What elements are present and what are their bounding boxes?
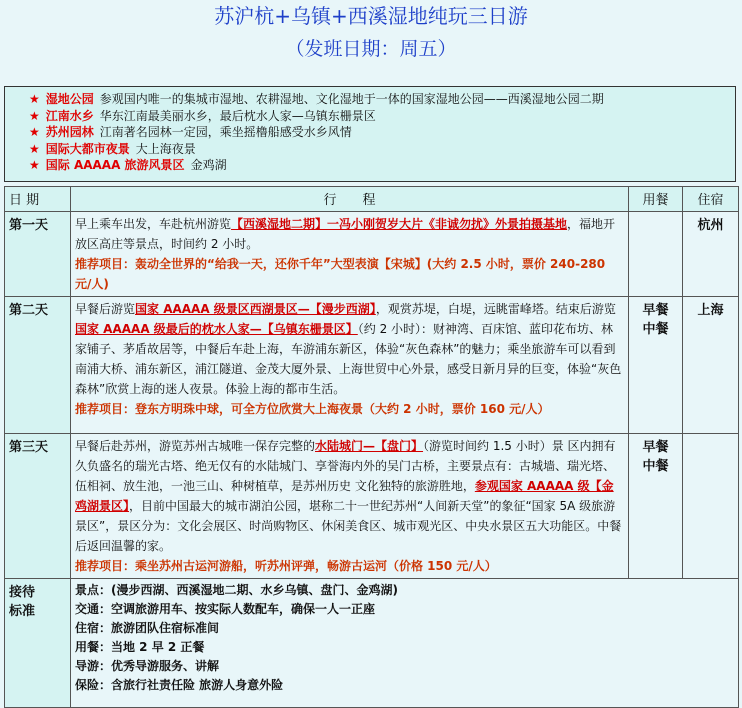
day-label: 第三天 [5, 434, 71, 579]
meal-breakfast: 早餐 [642, 440, 669, 455]
standard-detail [71, 579, 739, 708]
table-header-row [5, 187, 739, 212]
standard-line: 交通：空调旅游用车、按实际人数配车，确保一人一正座 [75, 602, 376, 616]
feature-name: 国际 AAAAA 旅游风景区 [45, 158, 185, 172]
feature-name: 苏州园林 [45, 125, 94, 139]
stay-cell: 杭州 [683, 212, 739, 297]
star-icon: ★ [29, 125, 40, 139]
itinerary-table [4, 186, 739, 708]
attraction-link[interactable]: 国家 AAAAA 级景区西湖景区—【漫步西湖】 [135, 302, 376, 316]
feature-desc: 华东江南最美丽水乡，最后枕水人家—乌镇东栅景区 [99, 108, 376, 123]
day-detail [71, 434, 629, 579]
table-row [5, 434, 739, 579]
header-day: 日 期 [5, 187, 71, 212]
meal-breakfast: 早餐 [642, 303, 669, 318]
feature-row [29, 124, 735, 141]
feature-desc: 江南著名园林一定园，乘坐摇橹船感受水乡风情 [99, 125, 352, 139]
page-subtitle: （发班日期：周五） [285, 38, 457, 60]
detail-text: （游览时间约 1.5 小时）景 区内拥有久负盛名的瑞光古塔、绝无仅有的水陆城门、享誉海内外的吴门古桥，主要景点有：古城墙、瑞光塔、伍相祠、放生池，一池三山、种树植草，是苏州历史 文化独特的旅游胜地， [75, 439, 616, 493]
recommendation: 推荐项目：轰动全世界的“给我一天，还你千年”大型表演【宋城】(大约 2.5 小时，票价 240-280 元/人) [75, 257, 606, 291]
stay-cell: 上海 [683, 297, 739, 434]
star-icon: ★ [29, 92, 40, 106]
page-title: 苏沪杭+乌镇+西溪湿地纯玩三日游 [214, 4, 528, 28]
meal-cell [629, 434, 683, 579]
standard-line: 景点：(漫步西湖、西溪湿地二期、水乡乌镇、盘门、金鸡湖) [75, 583, 398, 597]
table-row [5, 297, 739, 434]
recommendation: 推荐项目：乘坐苏州古运河游船，听苏州评弹，畅游古运河（价格 150 元/人） [75, 559, 497, 573]
day-label: 第二天 [5, 297, 71, 434]
detail-text: ，观赏苏堤，白堤，远眺雷峰塔。结束后游览 [375, 302, 616, 316]
features-box [4, 86, 736, 182]
star-icon: ★ [29, 108, 40, 123]
star-icon: ★ [29, 141, 40, 156]
standard-line: 住宿：旅游团队住宿标准间 [75, 621, 220, 635]
meal-cell [629, 212, 683, 297]
standard-label: 接待 标准 [5, 579, 71, 708]
meal-cell [629, 297, 683, 434]
meal-lunch: 中餐 [642, 459, 669, 474]
attraction-link[interactable]: 【西溪湿地二期】一冯小刚贺岁大片《非诚勿扰》外景拍摄基地 [231, 217, 568, 231]
standard-line: 导游：优秀导游服务、讲解 [75, 659, 220, 673]
feature-name: 国际大都市夜景 [45, 141, 130, 156]
day-label: 第一天 [5, 212, 71, 297]
table-row [5, 212, 739, 297]
header-stay: 住宿 [683, 187, 739, 212]
day-detail [71, 297, 629, 434]
recommendation: 推荐项目：登东方明珠中球，可全方位欣赏大上海夜景（大约 2 小时，票价 160 元/人） [75, 402, 550, 416]
feature-row [29, 91, 735, 108]
standard-line: 用餐：当地 2 早 2 正餐 [75, 640, 205, 654]
detail-text: ，目前中国最大的城市湖泊公园，堪称二十一世纪苏州“人间新天堂”的象征“国家 5A 级旅游景区”，景区分为：文化会展区、时尚购物区、休闲美食区、城市观光区、中央水景区五大功能区。中餐后返回温馨的家。 [75, 499, 622, 553]
feature-desc: 大上海夜景 [135, 141, 196, 156]
stay-cell [683, 434, 739, 579]
attraction-link[interactable]: 国家 AAAAA 级最后的枕水人家—【乌镇东栅景区】 [75, 322, 358, 336]
detail-text: （约 2 小时）：财神湾、百床馆、蓝印花布坊、林家铺子、茅盾故居等，中餐后车赴上海，车游浦东新区，体验“灰色森林”的魅力；乘坐旅游车可以看到南浦大桥、浦东新区，浦江隧道、金茂大厦外景、上海世贸中心外景，感受日新月异的巨变，体验“灰色森林”欣赏上海的迷人夜景。体验上海的都市生活。 [75, 322, 622, 396]
feature-row [29, 141, 735, 158]
feature-desc: 金鸡湖 [190, 158, 227, 172]
feature-row [29, 157, 735, 174]
feature-desc: 参观国内唯一的集城市湿地、农耕湿地、文化湿地于一体的国家湿地公园——西溪湿地公园二期 [99, 92, 604, 106]
meal-lunch: 中餐 [642, 322, 669, 337]
feature-name: 江南水乡 [45, 108, 94, 123]
day-detail [71, 212, 629, 297]
standard-line: 保险：含旅行社责任险 旅游人身意外险 [75, 678, 284, 692]
detail-text: 早餐后赴苏州，游览苏州古城唯一保存完整的 [75, 439, 316, 453]
attraction-link[interactable]: 参观国家 AAAAA 级【金鸡湖景区】 [75, 479, 614, 513]
detail-text: 早餐后游览 [75, 302, 136, 316]
attraction-link[interactable]: 水陆城门—【盘门】 [315, 439, 424, 453]
table-row [5, 579, 739, 708]
feature-row [29, 108, 735, 125]
star-icon: ★ [29, 158, 40, 172]
feature-name: 湿地公园 [45, 92, 94, 106]
detail-text: ，福地开放区高庄等景点，时间约 2 小时。 [75, 217, 616, 251]
header-meal: 用餐 [629, 187, 683, 212]
detail-text: 早上乘车出发，车赴杭州游览 [75, 217, 232, 231]
header-itinerary: 行 程 [71, 187, 629, 212]
